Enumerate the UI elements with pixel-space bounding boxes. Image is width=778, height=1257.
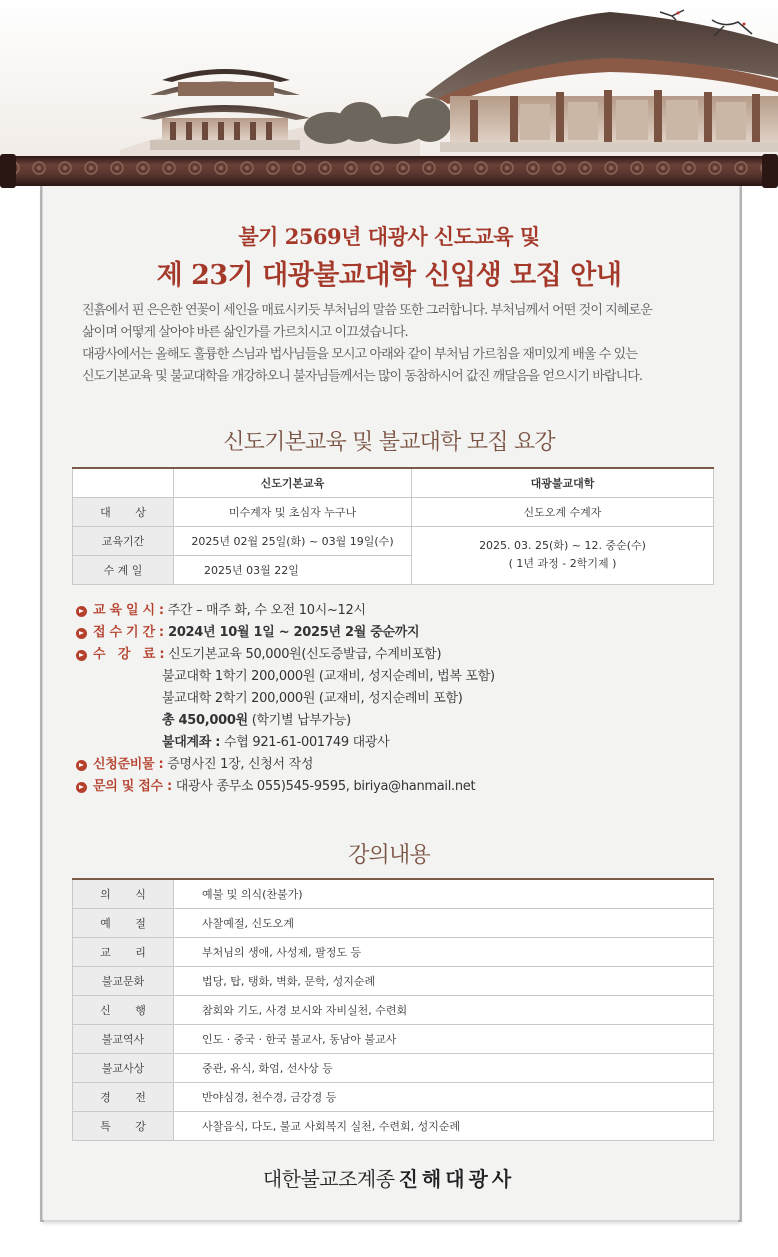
lecture-value: 예불 및 의식(찬불가) [174,879,714,908]
fee-label: 수 강 료 : [93,647,165,662]
prep-label: 신청준비물 : [93,757,164,772]
lecture-value: 부처님의 생애, 사성제, 팔정도 등 [174,937,714,966]
contact-label: 문의 및 접수 : [93,779,172,794]
fee-total-note: (학기별 납부가능) [247,713,351,728]
apply-value: 2024년 10월 1일 ~ 2025년 2월 중순까지 [163,625,420,640]
footer-temple: 진해대광사 [398,1167,516,1191]
info-list [76,600,716,798]
apply-label: 접 수 기 간 : [93,625,164,640]
info-apply [76,622,716,644]
lecture-value: 인도 · 중국 · 한국 불교사, 동남아 불교사 [174,1024,714,1053]
info-schedule [76,600,716,622]
temple-header-illustration [0,0,778,160]
fee-total-amount: 총 450,000원 [162,713,248,728]
col-header-college: 대광불교대학 [412,468,714,497]
table-row [73,1053,714,1082]
lecture-label: 불교역사 [73,1024,174,1053]
col-header-basic: 신도기본교육 [174,468,412,497]
intro-line: 진흙에서 핀 은은한 연꽃이 세인을 매료시키듯 부처님의 말씀 또한 그러합니다. 부처님께서 어떤 것이 지혜로운 [82,303,652,318]
lecture-value: 중관, 유식, 화엄, 선사상 등 [174,1053,714,1082]
lecture-value: 사찰음식, 다도, 불교 사회복지 실천, 수련회, 성지순례 [174,1111,714,1140]
ordination-basic: 2025년 03월 22일 [174,555,412,584]
schedule-value: 주간 – 매주 화, 수 오전 10시~12시 [163,603,366,618]
table-row [73,1082,714,1111]
table-row [73,995,714,1024]
table-row [73,1111,714,1140]
intro-line: 대광사에서는 올해도 훌륭한 스님과 법사님들을 모시고 아래와 같이 부처님 가르침을 재미있게 배울 수 있는 [82,347,637,362]
table-row [73,908,714,937]
lecture-label: 불교사상 [73,1053,174,1082]
fee-total [76,710,716,732]
lecture-label: 예 절 [73,908,174,937]
schedule-label: 교 육 일 시 : [93,603,164,618]
period-college-note: ( 1년 과정 - 2학기제 ) [508,557,617,570]
fee-account-value: 수협 921-61-001749 대광사 [220,735,390,750]
fee-college-1: 불교대학 1학기 200,000원 (교재비, 성지순례비, 법복 포함) [162,669,495,684]
lecture-value: 법당, 탑, 탱화, 벽화, 문학, 성지순례 [174,966,714,995]
table-row [73,966,714,995]
target-college: 신도오계 수계자 [412,497,714,526]
recruit-section-title: 신도기본교육 및 불교대학 모집 요강 [223,430,555,455]
bullet-icon [76,760,87,771]
lecture-label: 의 식 [73,879,174,908]
lecture-label: 신 행 [73,995,174,1024]
intro-line: 신도기본교육 및 불교대학을 개강하오니 불자님들께서는 많이 동참하시어 값진 깨달음을 얻으시기 바랍니다. [82,369,643,384]
lecture-label: 특 강 [73,1111,174,1140]
table-corner [73,468,174,497]
lecture-label: 불교문화 [73,966,174,995]
fee-college-2: 불교대학 2학기 200,000원 (교재비, 성지순례비 포함) [162,691,463,706]
lectures-section-title: 강의내용 [348,843,430,868]
table-row [73,937,714,966]
page-title-line1: 불기 2569년 대광사 신도교육 및 [238,224,540,249]
footer-signature [0,1163,778,1192]
row-label-target: 대 상 [73,497,174,526]
intro-paragraph [82,300,722,388]
scroll-rod-decoration [0,150,778,190]
fee-account [76,732,716,754]
info-prep [76,754,716,776]
lecture-value: 사찰예절, 신도오계 [174,908,714,937]
table-row [73,879,714,908]
row-label-ordination: 수 계 일 [73,555,174,584]
lecture-value: 참회와 기도, 사경 보시와 자비실천, 수련회 [174,995,714,1024]
lectures-table [72,878,714,1141]
period-college [412,526,714,584]
lecture-value: 반야심경, 천수경, 금강경 등 [174,1082,714,1111]
table-row [73,1024,714,1053]
bullet-icon [76,606,87,617]
target-basic: 미수계자 및 초심자 누구나 [174,497,412,526]
info-fee [76,644,716,666]
page-title-line2: 제 23기 대광불교대학 신입생 모집 안내 [156,260,622,291]
contact-value: 대광사 종무소 055)545-9595, biriya@hanmail.net [171,779,476,794]
fee-basic: 신도기본교육 50,000원(신도증발급, 수계비포함) [164,647,442,662]
info-contact [76,776,716,798]
fee-account-label: 불대계좌 : [162,735,221,750]
lecture-label: 교 리 [73,937,174,966]
prep-value: 증명사진 1장, 신청서 작성 [163,757,314,772]
bullet-icon [76,628,87,639]
recruit-table [72,467,714,585]
lecture-label: 경 전 [73,1082,174,1111]
period-college-dates: 2025. 03. 25(화) ~ 12. 중순(수) [479,539,646,552]
bullet-icon [76,782,87,793]
row-label-period: 교육기간 [73,526,174,555]
period-basic: 2025년 02월 25일(화) ~ 03월 19일(수) [174,526,412,555]
intro-line: 삶이며 어떻게 살아야 바른 삶인가를 가르치시고 이끄셨습니다. [82,325,408,340]
bullet-icon [76,650,87,661]
footer-org: 대한불교조계종 [262,1167,395,1191]
